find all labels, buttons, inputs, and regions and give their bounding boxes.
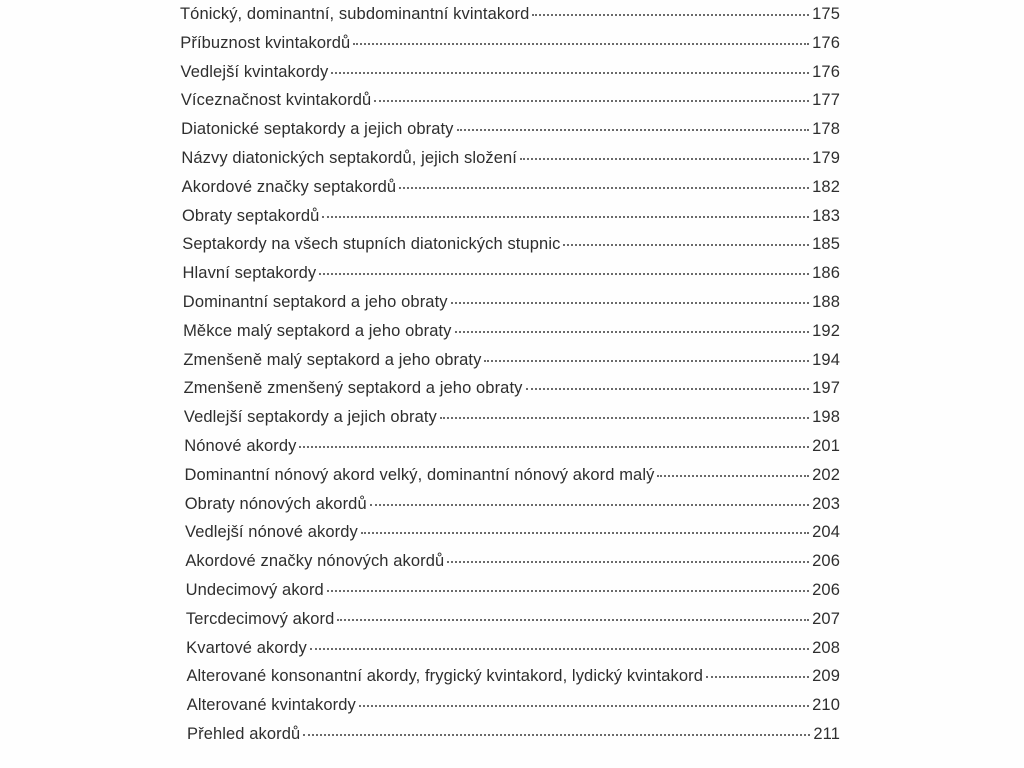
toc-entry (186, 639, 840, 665)
toc-entry-title: Měkce malý septakord a jeho obraty (183, 321, 452, 340)
toc-entry-page-number: 175 (812, 5, 840, 23)
toc-entry-title: Přehled akordů (187, 725, 301, 743)
toc-entry (184, 466, 840, 492)
toc-entry-page-number: 198 (812, 408, 840, 427)
toc-dot-leader (457, 129, 810, 131)
toc-entry-page-number: 185 (812, 235, 840, 254)
toc-dot-leader (484, 360, 809, 362)
toc-entry-title: Dominantní nónový akord velký, dominantní nónový akord malý (184, 465, 655, 484)
toc-entry-title: Příbuznost kvintakordů (180, 33, 351, 52)
toc-entry-page-number: 183 (812, 206, 840, 225)
toc-entry-title: Alterované konsonantní akordy, frygický kvintakord, lydický kvintakord (186, 667, 704, 686)
toc-entry-title: Kvartové akordy (186, 638, 307, 657)
toc-entry-page-number: 206 (812, 552, 840, 571)
toc-dot-leader (331, 72, 809, 74)
toc-entry-page-number: 207 (812, 609, 840, 628)
toc-dot-leader (532, 14, 809, 16)
toc-dot-leader (370, 504, 809, 506)
toc-entry-title: Vedlejší kvintakordy (180, 62, 329, 81)
toc-dot-leader (657, 475, 809, 477)
toc-entry-page-number: 182 (812, 177, 840, 196)
toc-entry-page-number: 194 (812, 350, 840, 369)
toc-entry-title: Tónický, dominantní, subdominantní kvintakord (180, 5, 530, 23)
toc-entry (183, 351, 840, 377)
toc-entry (182, 207, 840, 233)
toc-entry-title: Hlavní septakordy (182, 264, 317, 283)
toc-entry-page-number: 201 (812, 437, 840, 455)
toc-entry (182, 178, 840, 204)
toc-entry (184, 437, 840, 463)
toc-entry-title: Vedlejší septakordy a jejich obraty (183, 408, 437, 427)
toc-entry (185, 523, 840, 549)
toc-dot-leader (310, 648, 809, 650)
toc-dot-leader (319, 273, 809, 275)
toc-entry-page-number: 206 (812, 581, 840, 599)
toc-dot-leader (359, 705, 809, 707)
toc-dot-leader (455, 331, 810, 333)
toc-entry-title: Vedlejší nónové akordy (185, 523, 358, 542)
toc-dot-leader (447, 561, 809, 563)
toc-dot-leader (303, 734, 810, 736)
toc-entry-page-number: 177 (812, 91, 840, 110)
toc-entry-page-number: 178 (812, 120, 840, 139)
toc-entry-page-number: 209 (812, 667, 840, 686)
toc-entry (181, 63, 840, 89)
toc-entry (186, 610, 840, 636)
toc-entry-title: Tercdecimový akord (185, 609, 335, 628)
toc-entry-title: Obraty nónových akordů (184, 494, 367, 513)
toc-dot-leader (322, 216, 809, 218)
toc-entry-page-number: 192 (812, 321, 840, 340)
toc-entry (180, 34, 840, 60)
toc-dot-leader (526, 388, 810, 390)
toc-entry (181, 120, 840, 146)
toc-entry-page-number: 176 (812, 33, 840, 52)
toc-entry (187, 725, 840, 751)
toc-entry (181, 149, 840, 175)
toc-entry (182, 235, 840, 261)
toc-entry (186, 581, 840, 607)
toc-entry-title: Septakordy na všech stupních diatonických stupnic (182, 235, 561, 254)
toc-entry-page-number: 204 (812, 523, 840, 542)
toc-entry (187, 696, 840, 722)
toc-entry-title: Diatonické septakordy a jejich obraty (181, 120, 454, 139)
toc-entry-page-number: 186 (812, 264, 840, 283)
toc-entry (186, 667, 840, 693)
toc-entry-page-number: 208 (812, 638, 840, 657)
toc-entry-page-number: 197 (812, 379, 840, 398)
toc-entry-title: Obraty septakordů (181, 206, 320, 225)
toc-entry-title: Zmenšeně zmenšený septakord a jeho obraty (183, 379, 523, 398)
toc-entry (185, 552, 840, 578)
toc-entry (184, 408, 840, 434)
toc-entry-page-number: 188 (812, 293, 840, 311)
toc-entry-title: Názvy diatonických septakordů, jejich složení (181, 149, 517, 167)
toc-entry-title: Nónové akordy (184, 437, 297, 455)
toc-dot-leader (327, 590, 809, 592)
toc-entry-title: Zmenšeně malý septakord a jeho obraty (183, 350, 482, 369)
toc-entry (181, 91, 840, 117)
toc-entry-page-number: 203 (812, 494, 840, 513)
toc-entry (185, 495, 840, 521)
toc-dot-leader (374, 100, 809, 102)
toc-entry-page-number: 202 (812, 465, 840, 484)
toc-dot-leader (451, 302, 810, 304)
toc-entry-title: Dominantní septakord a jeho obraty (182, 293, 448, 311)
toc-dot-leader (299, 446, 809, 448)
toc-dot-leader (440, 417, 809, 419)
toc-entry-page-number: 179 (812, 149, 840, 167)
toc-entry-title: Akordové značky septakordů (181, 177, 397, 196)
toc-entry (183, 322, 840, 348)
toc-entry-page-number: 176 (812, 62, 840, 81)
toc-entry-title: Alterované kvintakordy (186, 696, 356, 715)
toc-dot-leader (337, 619, 809, 621)
toc-dot-leader (706, 676, 809, 678)
toc-entry-title: Undecimový akord (185, 581, 324, 599)
toc-dot-leader (361, 532, 809, 534)
toc-entry-title: Akordové značky nónových akordů (185, 552, 445, 571)
toc-entry (183, 264, 840, 290)
toc-entry (180, 5, 840, 31)
toc-entry-page-number: 210 (812, 696, 840, 715)
toc-entry (183, 293, 840, 319)
toc-entry-page-number: 211 (813, 725, 840, 743)
toc-dot-leader (563, 244, 809, 246)
toc-entry (184, 379, 840, 405)
toc-dot-leader (520, 158, 809, 160)
toc-dot-leader (353, 43, 809, 45)
toc-entry-title: Víceznačnost kvintakordů (180, 91, 372, 110)
toc-dot-leader (399, 187, 809, 189)
